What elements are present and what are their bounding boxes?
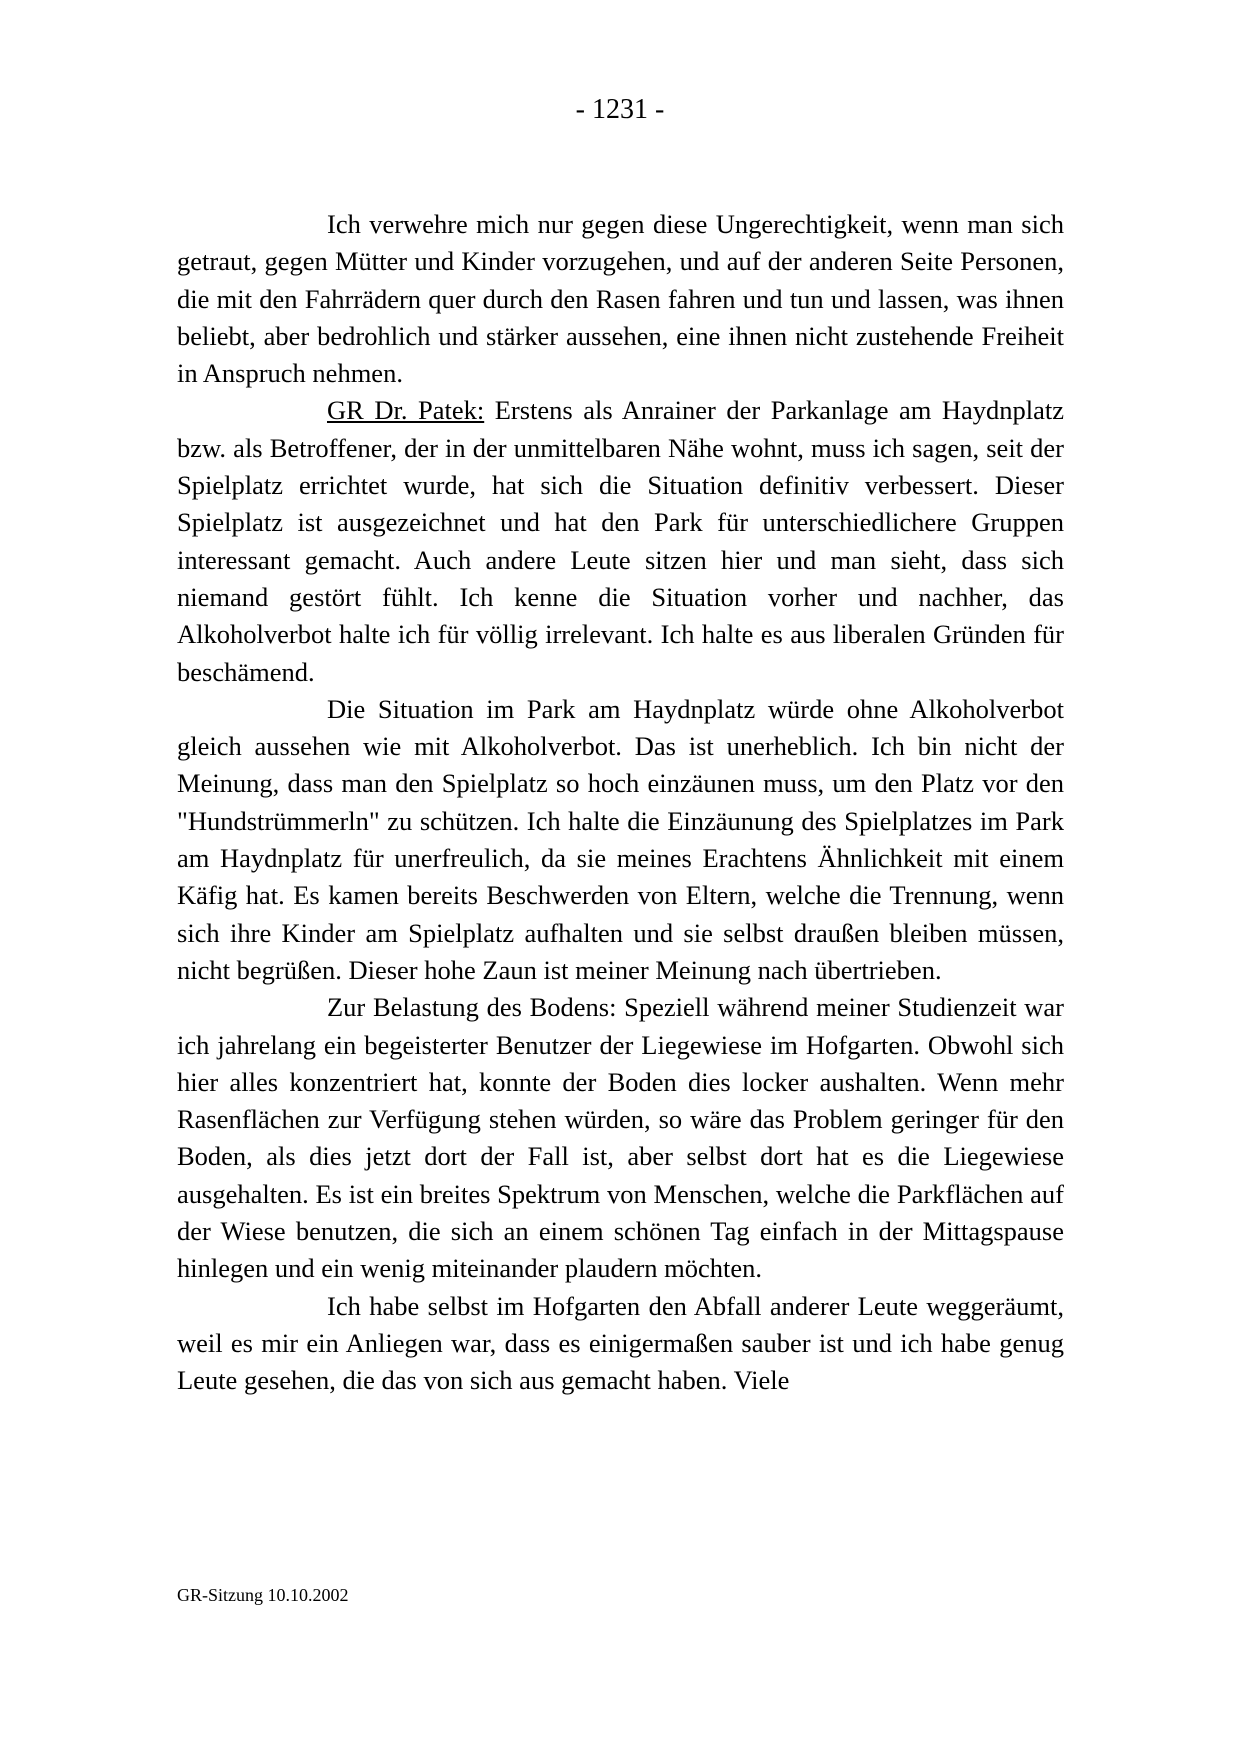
paragraph-text: Die Situation im Park am Haydnplatz würde ohne Alkoholverbot gleich aussehen wie mit Alkoholverbot. Das ist unerheblich. Ich bin nicht der Meinung, dass man den Spielplatz so hoch einzäunen muss, um den Platz vor den "Hundstrümmerln" zu schützen. Ich halte die Einzäunung des Spielplatzes im Park am Haydnplatz für unerfreulich, da sie meines Erachtens Ähnlichkeit mit einem Käfig hat. Es kamen bereits Beschwerden von Eltern, welche die Trennung, wenn sich ihre Kinder am Spielplatz aufhalten und sie selbst draußen bleiben müssen, nicht begrüßen. Dieser hohe Zaun ist meiner Meinung nach übertrieben. [177,693,1064,985]
paragraph-text: Zur Belastung des Bodens: Speziell während meiner Studienzeit war ich jahrelang ein begeisterter Benutzer der Liegewiese im Hofgarten. Obwohl sich hier alles konzentriert hat, konnte der Boden dies locker aushalten. Wenn mehr Rasenflächen zur Verfügung stehen würden, so wäre das Problem geringer für den Boden, als dies jetzt dort der Fall ist, aber selbst dort hat es die Liegewiese ausgehalten. Es ist ein breites Spektrum von Menschen, welche die Parkflächen auf der Wiese benutzen, die sich an einem schönen Tag einfach in der Mittagspause hinlegen und ein wenig miteinander plaudern möchten. [177,992,1064,1284]
paragraph-1 [177,206,1064,392]
paragraph-text: Erstens als Anrainer der Parkanlage am Haydnplatz bzw. als Betroffener, der in der unmittelbaren Nähe wohnt, muss ich sagen, seit der Spielplatz errichtet wurde, hat sich die Situation definitiv verbessert. Dieser Spielplatz ist ausgezeichnet und hat den Park für unterschiedlichere Gruppen interessant gemacht. Auch andere Leute sitzen hier und man sieht, dass sich niemand gestört fühlt. Ich kenne die Situation vorher und nachher, das Alkoholverbot halte ich für völlig irrelevant. Ich halte es aus liberalen Gründen für beschämend. [177,395,1064,687]
paragraph-text: Ich verwehre mich nur gegen diese Ungerechtigkeit, wenn man sich getraut, gegen Mütter und Kinder vorzugehen, und auf der anderen Seite Personen, die mit den Fahrrädern quer durch den Rasen fahren und tun und lassen, was ihnen beliebt, aber bedrohlich und stärker aussehen, eine ihnen nicht zustehende Freiheit in Anspruch nehmen. [177,209,1064,389]
paragraph-text: Ich habe selbst im Hofgarten den Abfall anderer Leute weggeräumt, weil es mir ein Anliegen war, dass es einigermaßen sauber ist und ich habe genug Leute gesehen, die das von sich aus gemacht haben. Viele [177,1290,1064,1396]
page-number: - 1231 - [575,94,665,125]
footer-session: GR-Sitzung 10.10.2002 [177,1585,349,1605]
paragraph-3 [177,691,1064,989]
paragraph-4 [177,989,1064,1287]
paragraph-2 [177,392,1064,690]
speaker-name: GR Dr. Patek: [327,395,485,426]
document-body [177,206,1064,1400]
paragraph-5 [177,1288,1064,1400]
